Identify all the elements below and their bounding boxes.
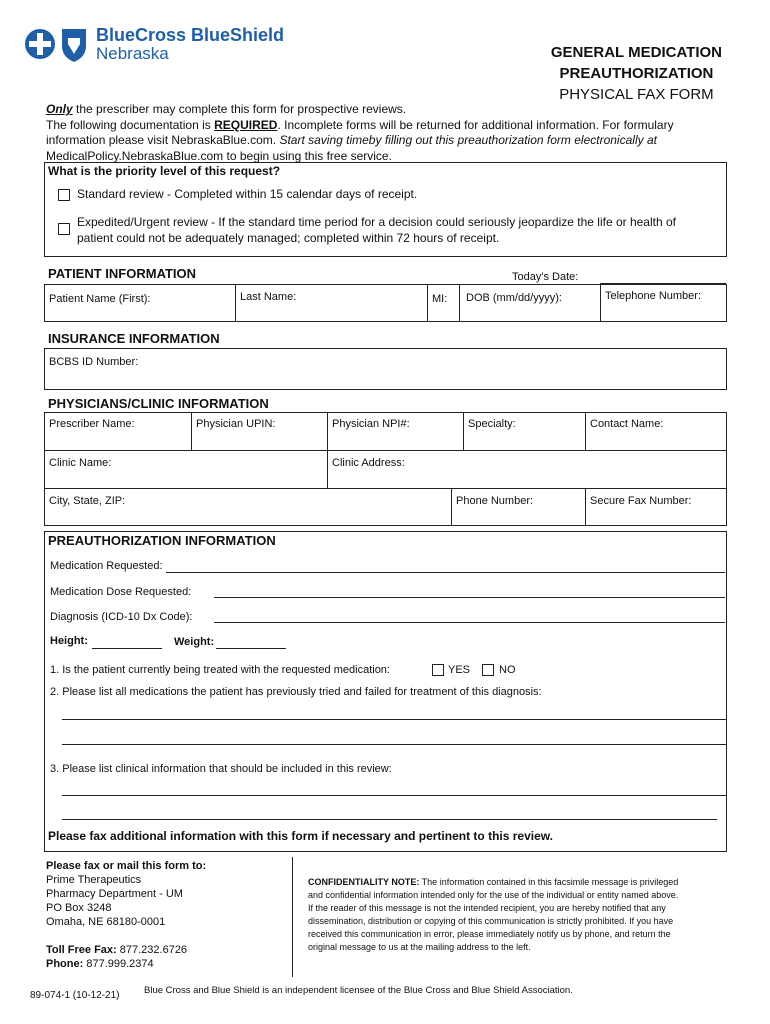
preauth-heading: PREAUTHORIZATION INFORMATION [48, 533, 276, 548]
intro-text: Only the prescriber may complete this form for prospective reviews. The following documentation is REQUIRED. Incomplete forms will be returned for additional information. For formulary information please visit NebraskaBlue.com. Start saving timeby filling out this preauthorization form electronically at MedicalPolicy.NebraskaBlue.com to begin using this free service. [46, 102, 674, 163]
patient-dob-field[interactable]: DOB (mm/dd/yyyy): [466, 292, 562, 304]
address-line-4: Omaha, NE 68180-0001 [46, 916, 166, 928]
brand-region: Nebraska [96, 44, 169, 63]
question-2: 2. Please list all medications the patient has previously tried and failed for treatment of this diagnosis: [50, 686, 542, 698]
patient-telephone-field[interactable]: Telephone Number: [605, 290, 702, 302]
form-code: 89-074-1 (10-12-21) [30, 990, 120, 1001]
insurance-box [44, 348, 727, 390]
q2-answer-line-1[interactable] [62, 719, 727, 720]
weight-field[interactable] [216, 648, 286, 649]
patient-divider-1 [235, 284, 236, 322]
height-field[interactable] [92, 648, 162, 649]
dose-field[interactable] [214, 597, 725, 598]
clinic-name-field[interactable]: Clinic Name: [49, 457, 112, 469]
q2-answer-line-2[interactable] [62, 744, 727, 745]
address-line-3: PO Box 3248 [46, 902, 112, 914]
question-3: 3. Please list clinical information that should be included in this review: [50, 763, 392, 775]
patient-first-name-field[interactable]: Patient Name (First): [49, 293, 151, 305]
weight-label: Weight: [174, 636, 215, 648]
phone-number: Phone: 877.999.2374 [46, 958, 154, 970]
expedited-review-label: Expedited/Urgent review - If the standard time period for a decision could seriously jeopardize the life or health of patient could not be adequately managed; completed within 72 hours of receipt. [77, 215, 676, 245]
brand-name: BlueCross BlueShield [96, 25, 285, 45]
address-line-1: Prime Therapeutics [46, 874, 142, 886]
contact-name-field[interactable]: Contact Name: [590, 418, 664, 430]
confidentiality-note: CONFIDENTIALITY NOTE: The information contained in this facsimile message is privileged and confidential information intended only for the use of the individual or entity named above. If the reader of this message is not the intended recipient, you are hereby notified that any dissemination, distribution or copying of this communication is strictly prohibited. If you have received this communication in error, please immediately notify us by phone, and return the original message to us at the mailing address to the left. [308, 877, 679, 952]
patient-mi-field[interactable]: MI: [432, 293, 448, 305]
required-emphasis: REQUIRED [214, 117, 278, 132]
dose-label: Medication Dose Requested: [50, 586, 192, 598]
title-line-2: PREAUTHORIZATION [559, 65, 714, 82]
no-label: NO [499, 664, 516, 676]
fax-additional-note: Please fax additional information with this form if necessary and pertinent to this review. [48, 829, 553, 843]
physician-divider-3 [463, 412, 464, 450]
patient-last-name-field[interactable]: Last Name: [240, 291, 297, 303]
q3-answer-line-1[interactable] [62, 795, 727, 796]
physician-divider-2 [327, 412, 328, 488]
toll-free-fax: Toll Free Fax: 877.232.6726 [46, 944, 188, 956]
clinic-address-field[interactable]: Clinic Address: [332, 457, 405, 469]
medication-field[interactable] [166, 572, 725, 573]
height-label: Height: [50, 635, 88, 647]
licensee-statement: Blue Cross and Blue Shield is an independent licensee of the Blue Cross and Blue Shield Association. [144, 985, 573, 996]
phone-number-field[interactable]: Phone Number: [456, 495, 534, 507]
title-line-1: GENERAL MEDICATION [550, 44, 722, 61]
physician-divider-1 [191, 412, 192, 450]
standard-review-label: Standard review - Completed within 15 calendar days of receipt. [77, 187, 418, 201]
patient-divider-4 [600, 284, 601, 322]
secure-fax-field[interactable]: Secure Fax Number: [590, 495, 692, 507]
contact-numbers [46, 943, 187, 971]
physician-divider-5 [451, 488, 452, 526]
todays-date-label: Today's Date: [512, 271, 579, 283]
fax-mail-heading: Please fax or mail this form to: [46, 860, 207, 872]
yes-checkbox[interactable] [432, 664, 444, 676]
patient-divider-3 [459, 284, 460, 322]
footer-divider [292, 857, 293, 977]
q3-answer-line-2[interactable] [62, 819, 717, 820]
diagnosis-field[interactable] [214, 622, 725, 623]
fax-mail-block [46, 859, 206, 929]
specialty-field[interactable]: Specialty: [468, 418, 516, 430]
physician-divider-4 [585, 412, 586, 450]
diagnosis-label: Diagnosis (ICD-10 Dx Code): [50, 611, 193, 623]
question-1: 1. Is the patient currently being treated with the requested medication: [50, 664, 390, 676]
physician-npi-field[interactable]: Physician NPI#: [332, 418, 410, 430]
physician-heading: PHYSICIANS/CLINIC INFORMATION [48, 396, 269, 411]
city-state-zip-field[interactable]: City, State, ZIP: [49, 495, 126, 507]
bcbs-id-field[interactable]: BCBS ID Number: [49, 356, 139, 368]
yes-label: YES [448, 664, 471, 676]
patient-heading: PATIENT INFORMATION [48, 266, 197, 281]
physician-row-line-2 [44, 488, 727, 489]
physician-upin-field[interactable]: Physician UPIN: [196, 418, 276, 430]
physician-row-line-1 [44, 450, 727, 451]
no-checkbox[interactable] [482, 664, 494, 676]
cross-shield-logo-icon [24, 24, 94, 64]
prescriber-name-field[interactable]: Prescriber Name: [49, 418, 135, 430]
standard-review-checkbox[interactable] [58, 189, 70, 201]
title-line-3: PHYSICAL FAX FORM [559, 86, 714, 103]
priority-question: What is the priority level of this request? [48, 164, 281, 178]
only-emphasis: Only [46, 102, 73, 116]
expedited-review-checkbox[interactable] [58, 223, 70, 235]
physician-divider-6 [585, 488, 586, 526]
insurance-heading: INSURANCE INFORMATION [48, 331, 220, 346]
patient-divider-2 [427, 284, 428, 322]
medication-label: Medication Requested: [50, 560, 163, 572]
brand-logo [24, 24, 314, 64]
address-line-2: Pharmacy Department - UM [46, 888, 183, 900]
form-title [551, 42, 722, 105]
